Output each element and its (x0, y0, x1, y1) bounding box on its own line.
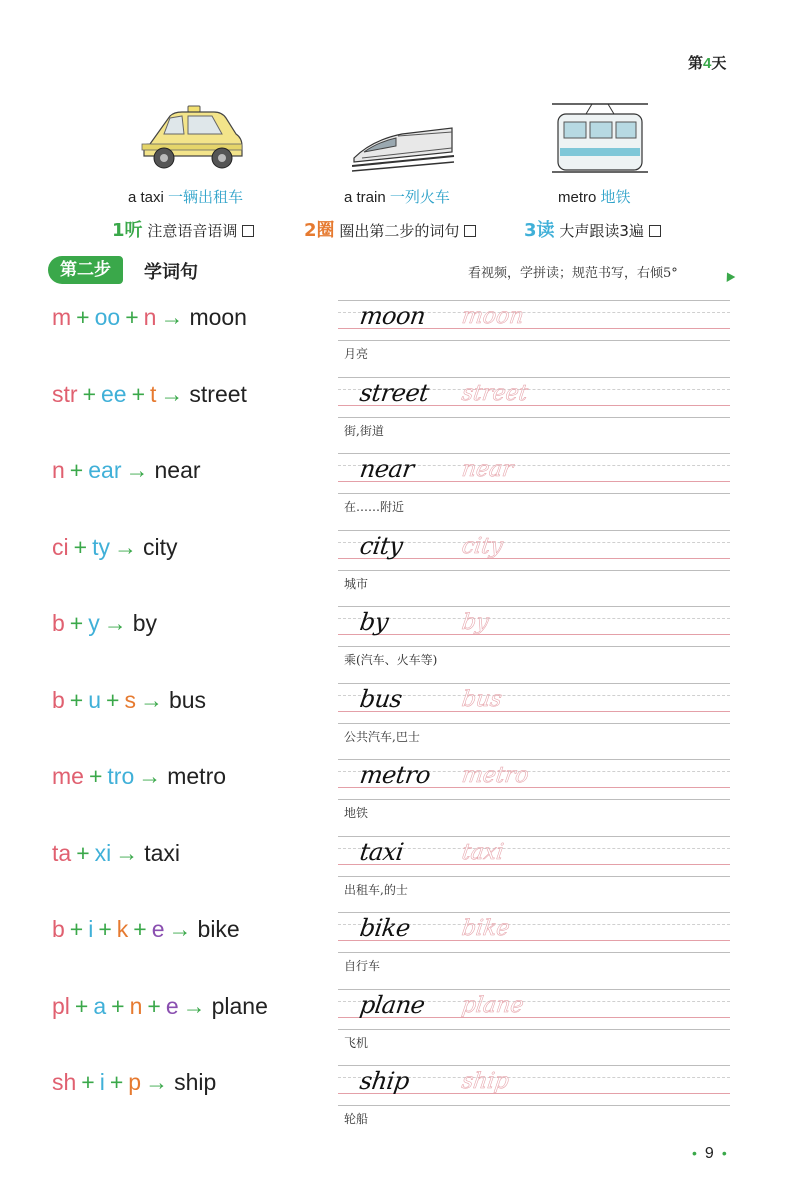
day-number: 4 (703, 55, 712, 72)
phonics-part: b (52, 610, 65, 636)
plus-sign: + (88, 763, 103, 789)
phonics-part: k (116, 916, 129, 942)
word-row (0, 679, 800, 756)
phonics-breakdown (52, 610, 157, 637)
plus-sign: + (69, 686, 84, 713)
page-number-value: 9 (704, 1145, 714, 1162)
phonics-part: str (52, 380, 78, 407)
task-text: 大声跟读3遍 (559, 222, 644, 240)
step-header (48, 256, 800, 286)
phonics-part: me (52, 763, 84, 789)
plus-sign: + (82, 380, 96, 407)
page-number (684, 1145, 735, 1163)
task-listen (112, 216, 254, 242)
task-bar (0, 216, 800, 240)
plus-sign: + (147, 992, 161, 1019)
word-text: city (142, 533, 178, 560)
caption-zh: 一列火车 (389, 188, 450, 206)
arrow-icon: → (125, 457, 149, 483)
tracing-word: bike (460, 916, 512, 941)
handwriting-model: plane (358, 990, 427, 1019)
phonics-part: ty (92, 533, 110, 560)
phonics-breakdown (52, 840, 180, 867)
day-prefix: 第 (688, 55, 704, 72)
caption-metro (558, 186, 631, 207)
writing-lines[interactable] (338, 602, 730, 650)
phonics-breakdown (52, 687, 206, 714)
phonics-part: xi (94, 839, 112, 866)
plus-sign: + (131, 380, 146, 407)
tracing-word: moon (460, 304, 526, 329)
dot-icon: • (692, 1145, 697, 1161)
word-meaning: 轮船 (344, 1112, 369, 1126)
word-text: taxi (144, 839, 181, 866)
caption-zh: 地铁 (600, 188, 631, 206)
phonics-part: pl (52, 992, 70, 1019)
word-row (0, 755, 800, 832)
phonics-part: n (143, 304, 157, 330)
task-number: 2圈 (304, 220, 335, 241)
phonics-part: u (88, 686, 102, 713)
word-meaning: 地铁 (344, 806, 369, 820)
arrow-icon: → (168, 916, 192, 942)
task-number: 1听 (112, 220, 143, 241)
train-illustration (352, 118, 456, 174)
phonics-breakdown (52, 1069, 216, 1096)
caption-train (344, 186, 450, 207)
phonics-part: ta (52, 839, 72, 866)
phonics-part: n (52, 457, 65, 483)
handwriting-model: metro (358, 761, 432, 789)
handwriting-model: city (358, 531, 405, 560)
word-row (0, 832, 800, 909)
phonics-part: m (52, 304, 72, 330)
phonics-part: a (93, 992, 107, 1019)
caption-en: a train (344, 189, 386, 206)
word-row (0, 373, 800, 450)
plus-sign: + (76, 304, 90, 330)
word-row (0, 296, 800, 373)
phonics-part: i (99, 1069, 105, 1095)
caption-en: a taxi (128, 189, 164, 206)
slant-mark-icon (723, 270, 736, 282)
phonics-breakdown (52, 304, 247, 331)
phonics-part: s (124, 686, 136, 713)
tracing-word: city (460, 533, 505, 559)
phonics-part: ci (52, 533, 69, 560)
phonics-part: i (88, 916, 94, 942)
handwriting-model: near (358, 455, 416, 483)
word-row (0, 602, 800, 679)
tracing-word: by (460, 610, 491, 635)
word-text: near (154, 457, 201, 483)
task-circle (304, 216, 476, 242)
word-text: bike (197, 916, 240, 942)
task-number: 3读 (524, 220, 555, 241)
word-text: metro (167, 763, 227, 789)
word-meaning: 自行车 (344, 959, 381, 973)
tracing-word: near (460, 457, 515, 482)
word-row (0, 526, 800, 603)
handwriting-model: ship (358, 1067, 411, 1095)
phonics-part: tro (107, 763, 135, 789)
step-badge: 第二步 (48, 256, 123, 284)
phonics-part: ee (101, 380, 127, 407)
word-text: moon (189, 304, 247, 330)
arrow-icon: → (115, 839, 139, 866)
arrow-icon: → (138, 763, 162, 789)
tracing-word: plane (460, 992, 526, 1018)
plus-sign: + (73, 533, 88, 560)
tracing-word: street (460, 380, 530, 406)
plus-sign: + (106, 686, 120, 713)
handwriting-model: moon (358, 302, 428, 330)
phonics-part: t (150, 380, 157, 407)
word-row (0, 908, 800, 985)
phonics-breakdown (52, 381, 247, 408)
dot-icon: • (721, 1145, 727, 1161)
task-checkbox[interactable] (242, 225, 254, 237)
word-row (0, 449, 800, 526)
plus-sign: + (98, 916, 112, 942)
tracing-word: taxi (460, 839, 506, 865)
plus-sign: + (69, 610, 84, 636)
word-text: ship (174, 1069, 217, 1095)
taxi-illustration (140, 104, 244, 174)
phonics-part: b (52, 916, 65, 942)
plus-sign: + (109, 1069, 124, 1095)
word-meaning: 街,街道 (344, 423, 384, 438)
handwriting-model: bike (358, 914, 412, 942)
plus-sign: + (69, 916, 84, 942)
phonics-part: ear (88, 457, 122, 483)
word-text: street (189, 380, 247, 407)
word-row (0, 1061, 800, 1138)
word-text: plane (211, 992, 268, 1019)
phonics-part: b (52, 686, 65, 713)
phonics-breakdown (52, 993, 268, 1020)
tracing-word: metro (460, 763, 531, 788)
arrow-icon: → (145, 1069, 169, 1095)
plus-sign: + (74, 992, 89, 1019)
phonics-part: y (88, 610, 100, 636)
word-text: bus (168, 686, 207, 713)
task-text: 注意语音语调 (147, 222, 238, 240)
plus-sign: + (69, 457, 84, 483)
word-list (0, 296, 800, 1138)
day-suffix: 天 (711, 55, 727, 72)
task-text: 圈出第二步的词句 (339, 222, 460, 240)
tracing-word: bus (460, 686, 504, 712)
phonics-part: sh (52, 1069, 77, 1095)
phonics-part: e (165, 992, 179, 1019)
task-checkbox[interactable] (649, 225, 661, 237)
word-meaning: 乘(汽车、火车等) (344, 653, 438, 667)
handwriting-model: taxi (358, 837, 406, 866)
caption-zh: 一辆出租车 (168, 188, 244, 206)
arrow-icon: → (113, 533, 137, 560)
step-note: 看视频，学拼读；规范书写，右倾5° (468, 266, 678, 281)
arrow-icon: → (160, 304, 184, 330)
day-label (688, 52, 726, 73)
handwriting-model: by (358, 608, 390, 636)
phonics-part: n (129, 992, 143, 1019)
word-meaning: 飞机 (344, 1035, 369, 1050)
handwriting-model: street (358, 378, 431, 407)
handwriting-model: bus (358, 684, 404, 713)
plus-sign: + (125, 304, 139, 330)
arrow-icon: → (182, 992, 206, 1019)
caption-en: metro (558, 189, 597, 206)
phonics-breakdown (52, 457, 201, 484)
plus-sign: + (81, 1069, 95, 1095)
plus-sign: + (76, 839, 90, 866)
plus-sign: + (111, 992, 125, 1019)
phonics-breakdown (52, 916, 240, 943)
caption-taxi (128, 186, 243, 207)
word-meaning: 公共汽车,巴士 (344, 729, 420, 744)
plus-sign: + (133, 916, 147, 942)
metro-illustration (552, 100, 648, 178)
task-read (524, 216, 661, 242)
word-meaning: 月亮 (344, 347, 369, 361)
tracing-word: ship (460, 1069, 511, 1094)
arrow-icon: → (139, 686, 163, 713)
phonics-breakdown (52, 763, 226, 790)
step-title: 学词句 (144, 262, 198, 283)
phonics-part: e (151, 916, 165, 942)
word-meaning: 出租车,的士 (344, 882, 408, 897)
phonics-part: oo (94, 304, 121, 330)
word-meaning: 在……附近 (344, 500, 405, 514)
arrow-icon: → (103, 610, 127, 636)
word-meaning: 城市 (344, 576, 369, 591)
phonics-part: p (128, 1069, 142, 1095)
phonics-breakdown (52, 534, 177, 561)
word-text: by (132, 610, 158, 636)
arrow-icon: → (160, 380, 184, 407)
task-checkbox[interactable] (464, 225, 476, 237)
word-row (0, 985, 800, 1062)
